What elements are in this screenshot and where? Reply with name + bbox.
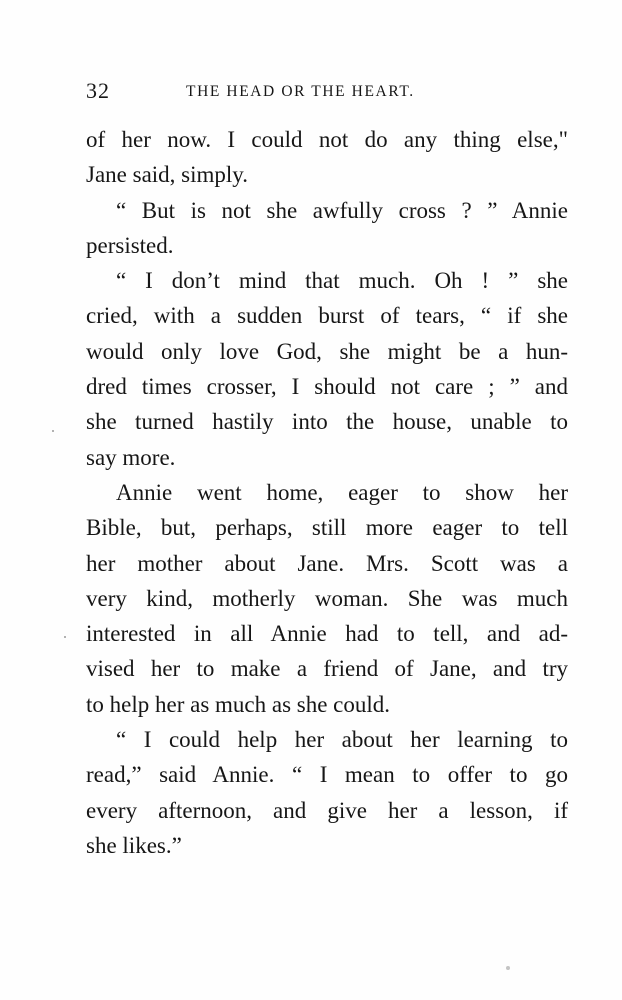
paragraph: [86, 193, 568, 264]
text-line: “ I could help her about her learning to: [116, 727, 568, 753]
paper-speck: [52, 430, 54, 432]
text-line: would only love God, she might be a hun-: [86, 338, 568, 364]
text-line: “ I don’t mind that much. Oh ! ” she: [116, 268, 568, 294]
text-line: she turned hastily into the house, unable to: [86, 409, 568, 435]
text-line: persisted.: [86, 232, 174, 258]
text-line: cried, with a sudden burst of tears, “ if she: [86, 303, 568, 329]
text-line: of her now. I could not do any thing else,": [86, 127, 568, 152]
paper-speck: [506, 966, 510, 970]
text-line: interested in all Annie had to tell, and ad-: [86, 621, 568, 647]
text-line: vised her to make a friend of Jane, and try: [86, 656, 568, 682]
body-text: [86, 122, 568, 863]
paragraph: [86, 122, 568, 193]
text-line: say more.: [86, 444, 176, 470]
text-line: to help her as much as she could.: [86, 691, 391, 717]
running-head: [86, 78, 568, 104]
text-line: very kind, motherly woman. She was much: [86, 585, 568, 611]
text-line: Annie went home, eager to show her: [116, 479, 568, 505]
text-line: every afternoon, and give her a lesson, if: [86, 797, 568, 823]
paper-speck: [64, 636, 66, 638]
text-line: dred times crosser, I should not care ; ” and: [86, 374, 568, 400]
paragraph: [86, 722, 568, 863]
running-title: THE HEAD OR THE HEART.: [186, 83, 415, 100]
text-line: read,” said Annie. “ I mean to offer to go: [86, 762, 568, 788]
text-line: she likes.”: [86, 832, 182, 858]
paragraph: [86, 263, 568, 475]
text-line: “ But is not she awfully cross ? ” Annie: [116, 197, 568, 223]
paragraph: [86, 475, 568, 722]
text-line: Bible, but, perhaps, still more eager to tell: [86, 515, 568, 541]
text-line: her mother about Jane. Mrs. Scott was a: [86, 550, 568, 576]
text-line: Jane said, simply.: [86, 162, 249, 188]
page-number: 32: [86, 78, 110, 103]
